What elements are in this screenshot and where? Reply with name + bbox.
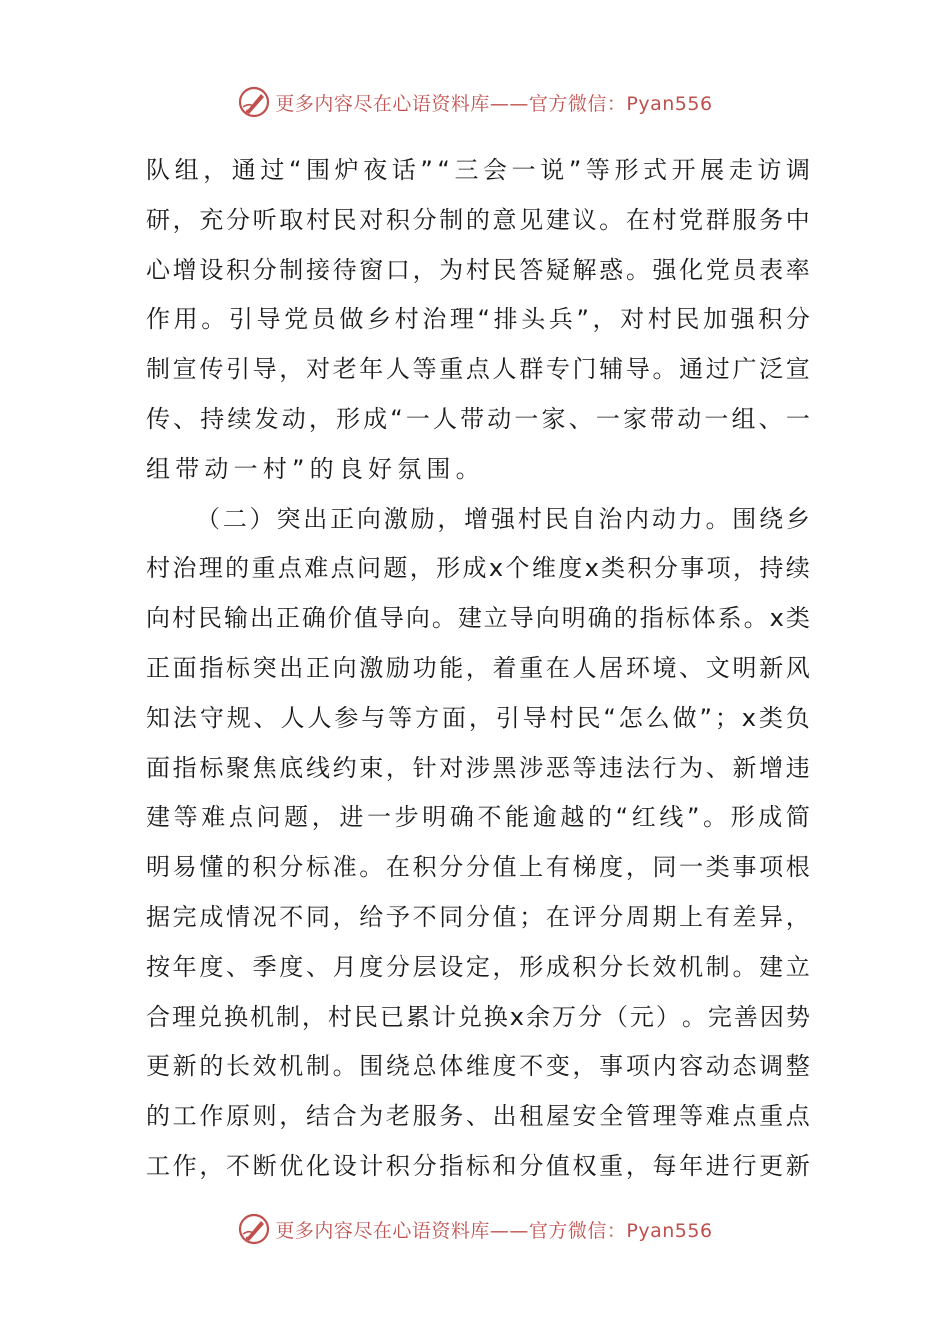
text-line: 村 治 理 的 重 点 难 点 问 题 ， 形 成 x 个 维 度 x 类 积 分 事 项 ， 持 续 <box>146 554 810 583</box>
document-body <box>146 146 810 1192</box>
text-line: 制 宣 传 引 导 ， 对 老 年 人 等 重 点 人 群 专 门 辅 导 。 通 过 广 泛 宣 <box>146 355 810 384</box>
text-line: 向 村 民 输 出 正 确 价 值 导 向 。 建 立 导 向 明 确 的 指 标 体 系 。 x 类 <box>146 604 810 633</box>
text-line: 心 增 设 积 分 制 接 待 窗 口 ， 为 村 民 答 疑 解 惑 。 强 化 党 员 表 率 <box>146 255 810 284</box>
text-line: 研 ， 充 分 听 取 村 民 对 积 分 制 的 意 见 建 议 。 在 村 党 群 服 务 中 <box>146 205 810 234</box>
text-line: 合 理 兑 换 机 制 ， 村 民 已 累 计 兑 换 x 余 万 分 （ 元 ） 。 完 善 因 势 <box>146 1002 810 1031</box>
footer-watermark-text: 更多内容尽在心语资料库——官方微信：Pyan556 <box>275 1219 713 1242</box>
text-line: 作 用 。 引 导 党 员 做 乡 村 治 理 “ 排 头 兵 ” ， 对 村 民 加 强 积 分 <box>146 305 810 334</box>
footer-watermark <box>0 1209 950 1249</box>
header-watermark <box>0 82 950 122</box>
text-line: 据 完 成 情 况 不 同 ， 给 予 不 同 分 值 ； 在 评 分 周 期 上 有 差 异 ， <box>146 902 810 931</box>
pen-logo-icon <box>237 85 271 119</box>
text-line: 按 年 度 、 季 度 、 月 度 分 层 设 定 ， 形 成 积 分 长 效 机 制 。 建 立 <box>146 952 810 981</box>
text-line: 的 工 作 原 则 ， 结 合 为 老 服 务 、 出 租 屋 安 全 管 理 等 难 点 重 点 <box>146 1102 810 1131</box>
text-line: 建 等 难 点 问 题 ， 进 一 步 明 确 不 能 逾 越 的 “ 红 线 ” 。 形 成 简 <box>146 803 810 832</box>
text-line: 正 面 指 标 突 出 正 向 激 励 功 能 ， 着 重 在 人 居 环 境 、 文 明 新 风 <box>146 653 810 682</box>
text-line: 传 、 持 续 发 动 ， 形 成 “ 一 人 带 动 一 家 、 一 家 带 动 一 组 、 一 <box>146 404 810 433</box>
text-line: （ 二 ） 突 出 正 向 激 励 ， 增 强 村 民 自 治 内 动 力 。 围 绕 乡 <box>196 504 810 533</box>
text-line: 组带动一村”的良好氛围。 <box>146 454 485 483</box>
text-line: 知 法 守 规 、 人 人 参 与 等 方 面 ， 引 导 村 民 “ 怎 么 做 ” ； x 类 负 <box>146 703 810 732</box>
header-watermark-text: 更多内容尽在心语资料库——官方微信：Pyan556 <box>275 92 713 115</box>
pen-logo-icon <box>237 1212 271 1246</box>
text-line: 面 指 标 聚 焦 底 线 约 束 ， 针 对 涉 黑 涉 恶 等 违 法 行 为 、 新 增 违 <box>146 753 810 782</box>
text-line: 更 新 的 长 效 机 制 。 围 绕 总 体 维 度 不 变 ， 事 项 内 容 动 态 调 整 <box>146 1052 810 1081</box>
text-line: 队 组 ， 通 过 “ 围 炉 夜 话 ” “ 三 会 一 说 ” 等 形 式 开 展 走 访 调 <box>146 156 810 184</box>
text-line: 明 易 懂 的 积 分 标 准 。 在 积 分 分 值 上 有 梯 度 ， 同 一 类 事 项 根 <box>146 853 810 882</box>
text-line: 工 作 ， 不 断 优 化 设 计 积 分 指 标 和 分 值 权 重 ， 每 年 进 行 更 新 <box>146 1151 810 1180</box>
